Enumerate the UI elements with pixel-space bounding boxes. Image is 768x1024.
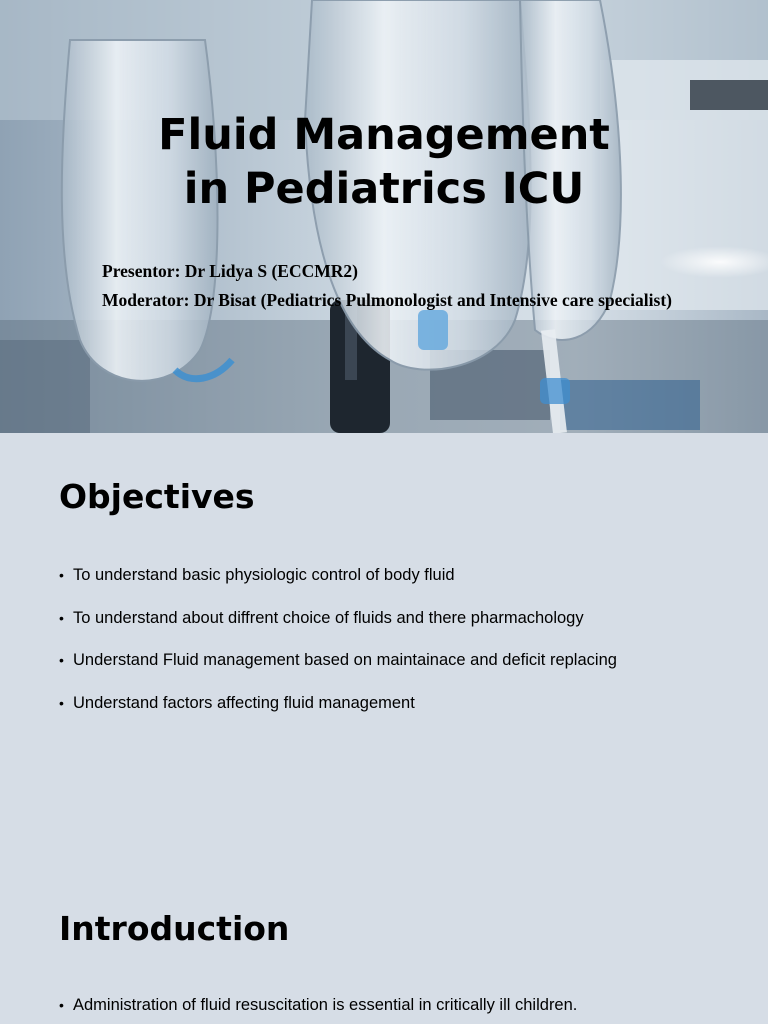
list-item-text: Understand Fluid management based on maintainace and deficit replacing: [73, 651, 617, 670]
objectives-list: [59, 565, 739, 735]
introduction-heading: Introduction: [59, 909, 290, 948]
list-item-text: Administration of fluid resuscitation is essential in critically ill children.: [73, 996, 578, 1014]
objectives-heading: Objectives: [59, 477, 255, 516]
title-slide: [0, 0, 768, 433]
presenter-credits: [102, 260, 682, 318]
bullet-icon: •: [59, 997, 64, 1013]
list-item: [59, 650, 739, 693]
objectives-slide: [0, 433, 768, 866]
list-item-text: To understand basic physiologic control of body fluid: [73, 566, 455, 584]
list-item-text: To understand about diffrent choice of fluids and there pharmachology: [73, 608, 584, 627]
presentation-title: [84, 108, 684, 216]
list-item: [59, 995, 739, 1024]
bullet-icon: •: [59, 694, 64, 711]
introduction-list: [59, 995, 739, 1024]
iv-bags-background-photo: [0, 0, 768, 433]
presentor-line: Presentor: Dr Lidya S (ECCMR2): [102, 261, 358, 281]
title-line-1: Fluid Management: [158, 110, 610, 160]
title-line-2: in Pediatrics ICU: [183, 164, 585, 214]
bullet-icon: •: [59, 652, 64, 669]
list-item: [59, 565, 739, 608]
bullet-icon: •: [59, 567, 64, 583]
moderator-line: Moderator: Dr Bisat (Pediatrics Pulmonologist and Intensive care specialist): [102, 290, 672, 310]
list-item: [59, 608, 739, 651]
list-item: [59, 693, 739, 736]
list-item-text: Understand factors affecting fluid management: [73, 693, 415, 712]
introduction-slide: [0, 866, 768, 1024]
bullet-icon: •: [59, 609, 64, 626]
